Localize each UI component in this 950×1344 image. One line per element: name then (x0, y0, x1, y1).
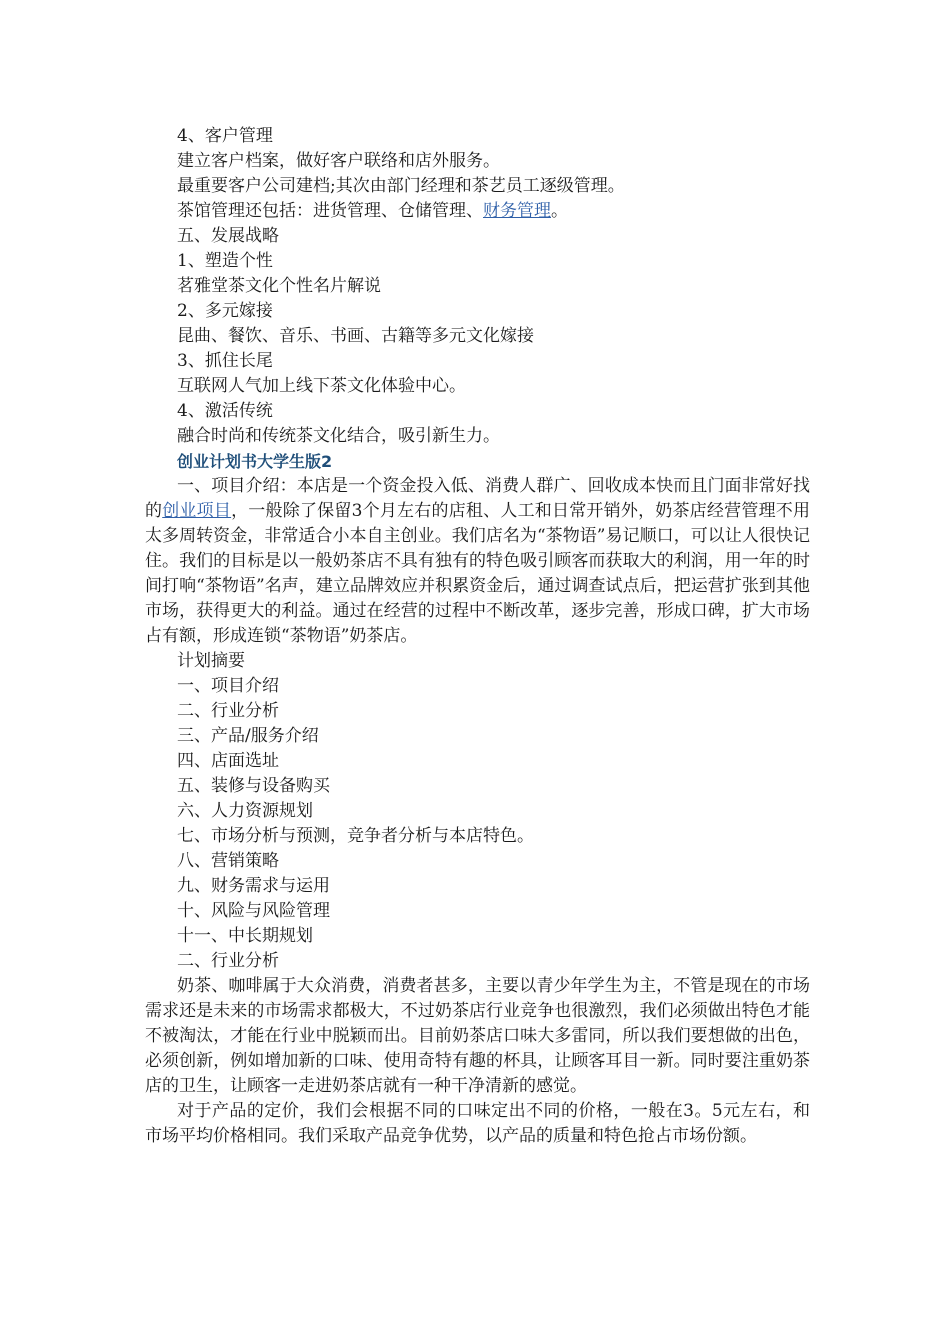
startup-project-link[interactable]: 创业项目 (162, 501, 232, 521)
list-item: 五、装修与设备购买 (177, 776, 330, 796)
text-span: 一、项目介绍：本店是一个资金投入低、消费人群广、回收成本快而且门面非常好找的 (145, 476, 810, 521)
text-line: 互联网人气加上线下茶文化体验中心。 (177, 376, 466, 396)
list-item: 八、营销策略 (177, 851, 279, 871)
industry-paragraph: 奶茶、咖啡属于大众消费，消费者甚多，主要以青少年学生为主，不管是现在的市场需求还是未来的市场需求都极大，不过奶茶店行业竞争也很激烈，我们必须做出特色才能不被淘汰，才能在行业中脱颖而出。目前奶茶店口味大多雷同，所以我们要想做的出色，必须创新，例如增加新的口味、使用奇特有趣的杯具，让顾客耳目一新。同时要注重奶茶店的卫生，让顾客一走进奶茶店就有一种干净清新的感觉。 (145, 976, 810, 1096)
list-item: 四、店面选址 (177, 751, 279, 771)
text-line: 融合时尚和传统茶文化结合，吸引新生力。 (177, 426, 500, 446)
text-line: 1、塑造个性 (177, 251, 273, 271)
text-line: 昆曲、餐饮、音乐、书画、古籍等多元文化嫁接 (177, 326, 534, 346)
list-item: 九、财务需求与运用 (177, 876, 330, 896)
list-item: 三、产品/服务介绍 (177, 726, 319, 746)
text-line: 建立客户档案，做好客户联络和店外服务。 (177, 151, 500, 171)
text-line-with-link (145, 199, 810, 224)
plan-summary-title: 计划摘要 (177, 651, 245, 671)
text-span: 。 (551, 201, 568, 221)
text-line: 3、抓住长尾 (177, 351, 273, 371)
document-page (145, 124, 810, 1149)
text-line: 4、激活传统 (177, 401, 273, 421)
finance-management-link[interactable]: 财务管理 (483, 201, 551, 221)
text-line: 茗雅堂茶文化个性名片解说 (177, 276, 381, 296)
list-item: 十一、中长期规划 (177, 926, 313, 946)
project-intro-paragraph (145, 474, 810, 649)
list-item: 六、人力资源规划 (177, 801, 313, 821)
list-item: 二、行业分析 (177, 701, 279, 721)
list-item: 七、市场分析与预测，竞争者分析与本店特色。 (177, 826, 534, 846)
section-heading: 创业计划书大学生版2 (177, 452, 333, 471)
text-line: 2、多元嫁接 (177, 301, 273, 321)
list-item: 一、项目介绍 (177, 676, 279, 696)
text-line: 最重要客户公司建档;其次由部门经理和茶艺员工逐级管理。 (177, 176, 625, 196)
pricing-paragraph: 对于产品的定价，我们会根据不同的口味定出不同的价格，一般在3。5元左右，和市场平均价格相同。我们采取产品竞争优势，以产品的质量和特色抢占市场份额。 (145, 1101, 810, 1146)
industry-analysis-heading: 二、行业分析 (177, 951, 279, 971)
customer-management-heading: 4、客户管理 (177, 126, 273, 146)
text-span: ，一般除了保留3个月左右的店租、人工和日常开销外，奶茶店经营管理不用太多周转资金，非常适合小本自主创业。我们店名为“茶物语”易记顺口，可以让人很快记住。我们的目标是以一般奶茶店不具有独有的特色吸引顾客而获取大的利润，用一年的时间打响“茶物语”名声，建立品牌效应并积累资金后，通过调查试点后，把运营扩张到其他市场，获得更大的利益。通过在经营的过程中不断改革，逐步完善，形成口碑，扩大市场占有额，形成连锁“茶物语”奶茶店。 (145, 501, 811, 646)
list-item: 十、风险与风险管理 (177, 901, 330, 921)
plan-summary-list (145, 674, 810, 949)
text-span: 茶馆管理还包括：进货管理、仓储管理、 (177, 201, 483, 221)
development-strategy-heading: 五、发展战略 (177, 226, 279, 246)
